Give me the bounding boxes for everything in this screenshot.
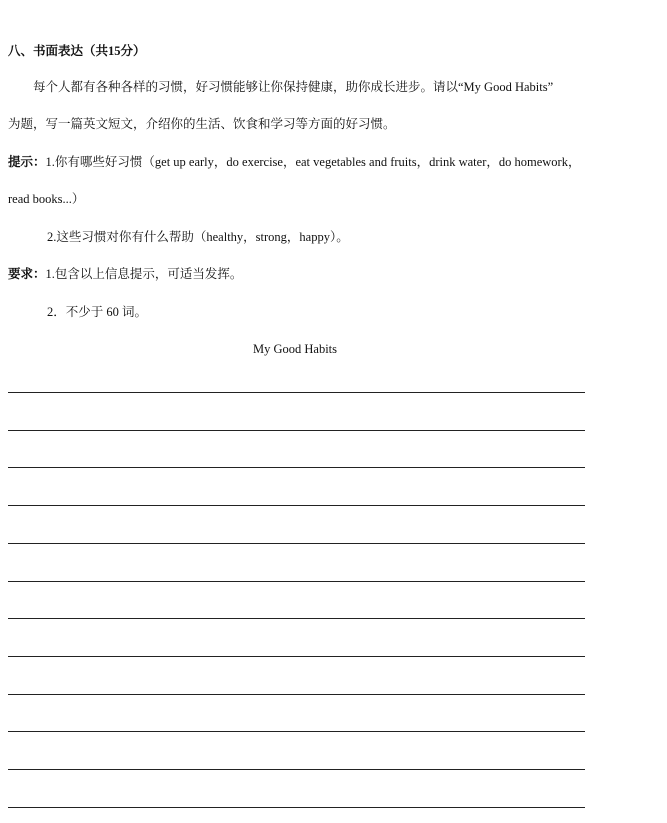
writing-line[interactable]	[8, 618, 585, 619]
requirements-line-1	[8, 266, 242, 282]
writing-line[interactable]	[8, 769, 585, 770]
essay-title: My Good Habits	[252, 342, 338, 356]
requirements-label: 要求：	[8, 267, 46, 281]
writing-line[interactable]	[8, 807, 585, 808]
requirement-item-1: 1.包含以上信息提示，可适当发挥。	[45, 267, 243, 281]
writing-line[interactable]	[8, 543, 585, 544]
writing-line[interactable]	[8, 694, 585, 695]
writing-line[interactable]	[8, 430, 585, 431]
writing-line[interactable]	[8, 656, 585, 657]
hint-item-2: 2.这些习惯对你有什么帮助（healthy，strong，happy）。	[47, 230, 349, 244]
writing-line[interactable]	[8, 505, 585, 506]
prompt-line-2: 为题，写一篇英文短文，介绍你的生活、饮食和学习等方面的好习惯。	[8, 117, 396, 131]
hints-label: 提示：	[8, 155, 46, 169]
hints-line-1	[8, 154, 580, 170]
hint-item-1: 1.你有哪些好习惯（get up early，do exercise，eat vegetables and fruits，drink water，do homework，	[45, 155, 581, 169]
writing-line[interactable]	[8, 467, 585, 468]
writing-line[interactable]	[8, 731, 585, 732]
requirement-item-2: 2．不少于 60 词。	[47, 305, 148, 319]
writing-line[interactable]	[8, 392, 585, 393]
section-heading: 八、书面表达（共15分）	[8, 44, 146, 58]
hint-item-1-continued: read books...）	[8, 192, 85, 206]
prompt-line-1: 每个人都有各种各样的习惯，好习惯能够让你保持健康，助你成长进步。请以“My Good Habits”	[33, 80, 554, 94]
writing-line[interactable]	[8, 581, 585, 582]
